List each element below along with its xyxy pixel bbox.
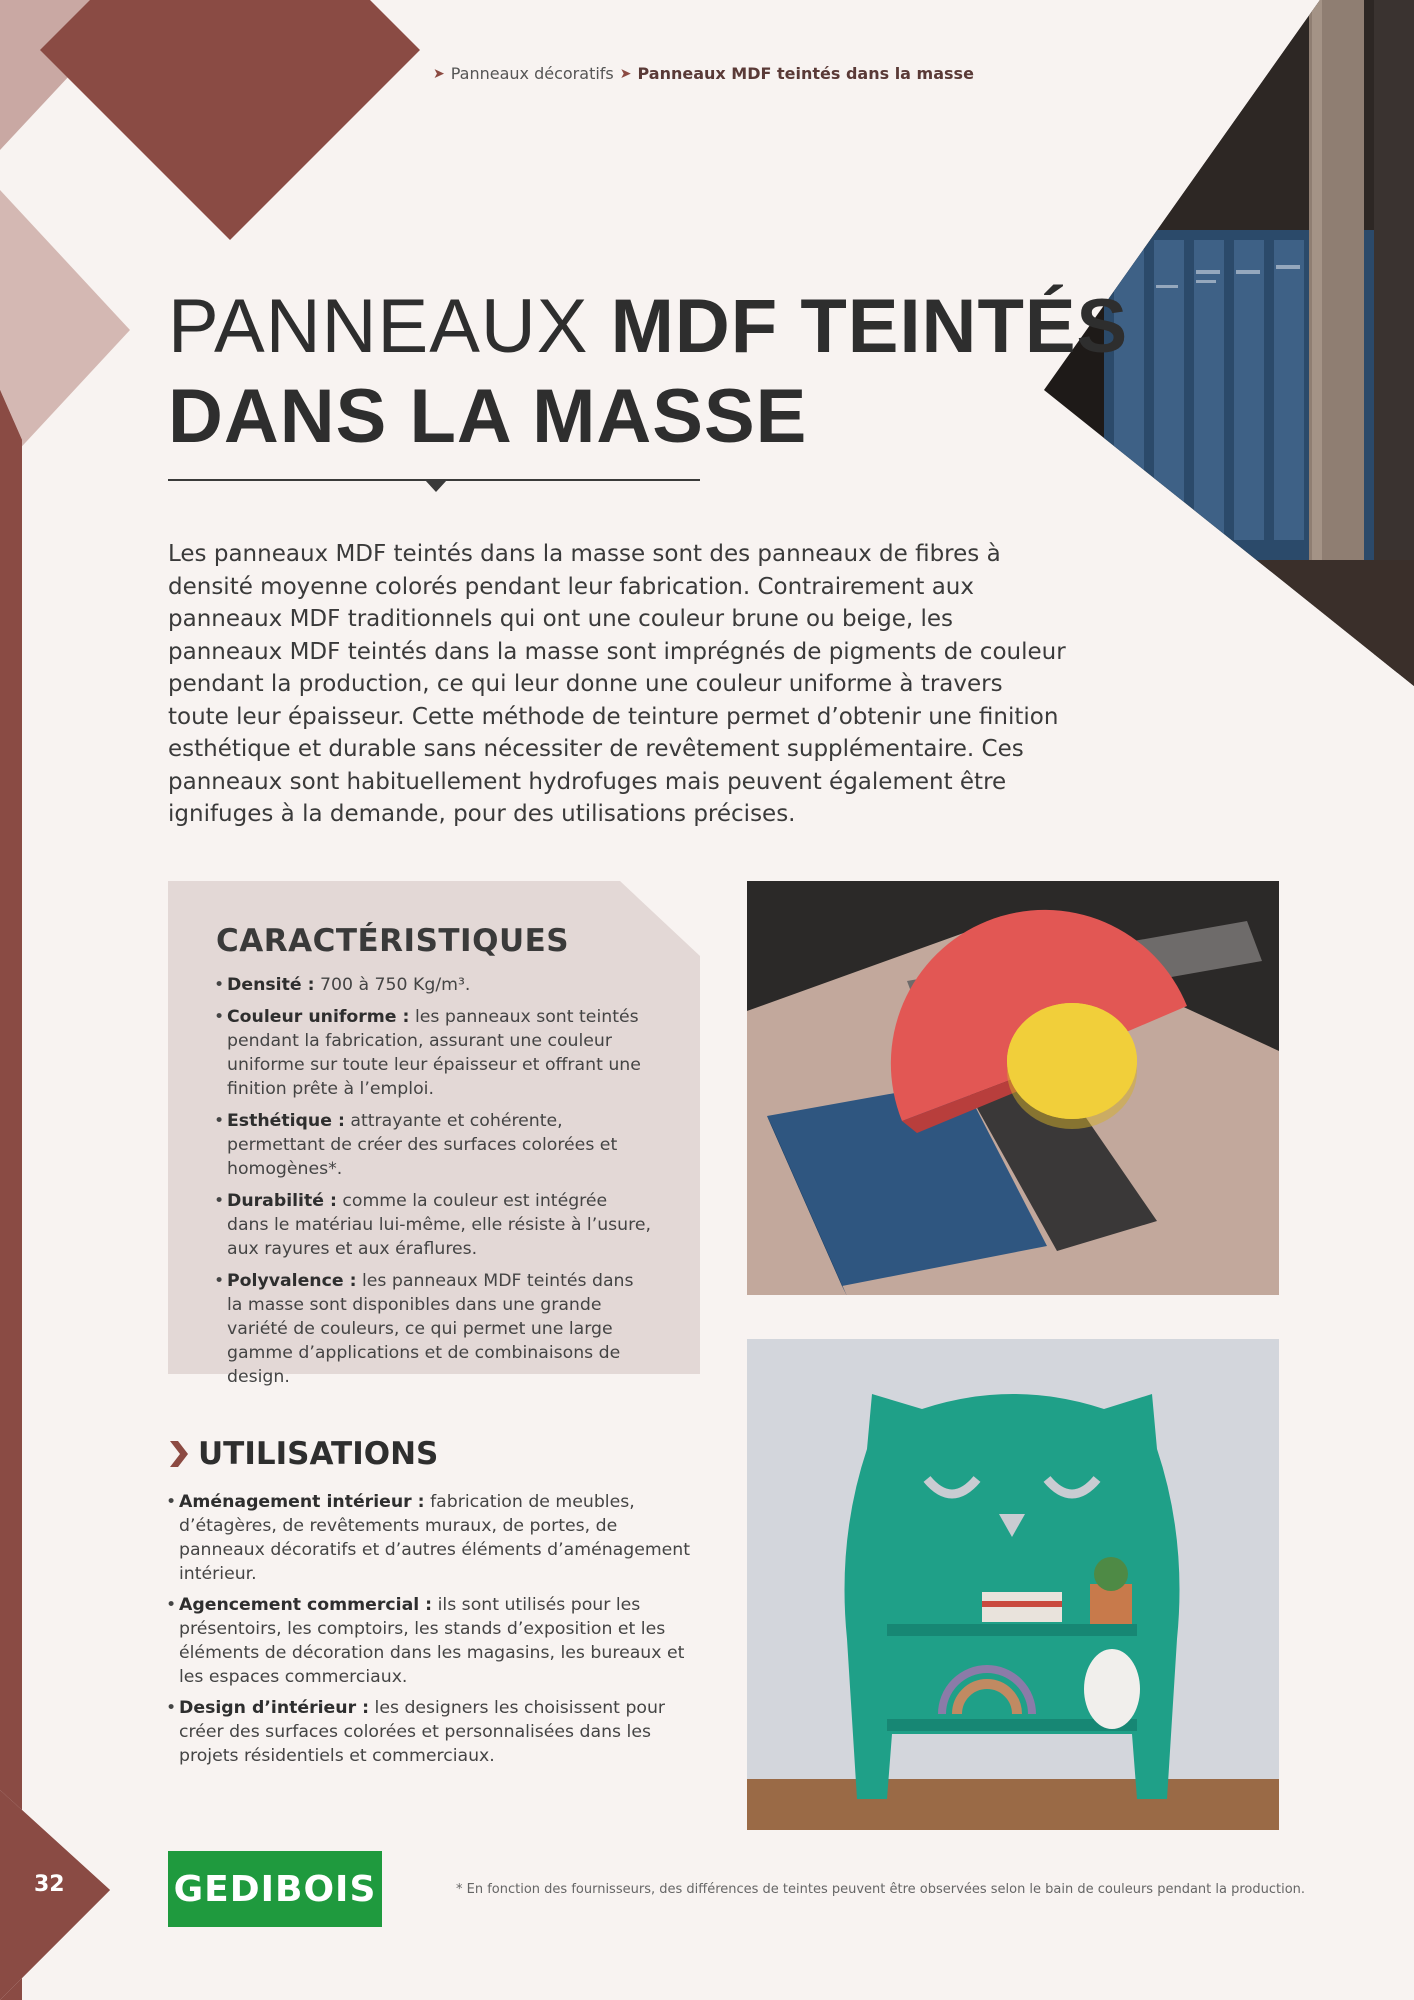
colored-mdf-shapes-photo (747, 881, 1279, 1295)
breadcrumb-parent[interactable]: Panneaux décoratifs (450, 64, 614, 83)
list-item: • Aménagement intérieur : fabrication de meubles, d’étagères, de revêtements muraux, de portes, de panneaux décoratifs et d’autres éléments d’aménagement intérieur. (164, 1490, 704, 1586)
list-item: • Densité : 700 à 750 Kg/m³. (214, 973, 654, 997)
breadcrumb-current: Panneaux MDF teintés dans la masse (637, 64, 974, 83)
title-light: PANNEAUX (168, 284, 611, 369)
page-number: 32 (34, 1872, 65, 1897)
utilisations-heading (168, 1436, 438, 1472)
gedibois-logo: GEDIBOIS (168, 1851, 382, 1927)
breadcrumb (433, 64, 974, 83)
list-item: • Design d’intérieur : les designers les choisissent pour créer des surfaces colorées et personnalisées dans les projets résidentiels et commerciaux. (164, 1696, 704, 1768)
list-item: • Durabilité : comme la couleur est intégrée dans le matériau lui-même, elle résiste à l’usure, aux rayures et aux éraflures. (214, 1189, 654, 1261)
list-item: • Couleur uniforme : les panneaux sont teintés pendant la fabrication, assurant une couleur uniforme sur toute leur épaisseur et offrant une finition prête à l’emploi. (214, 1005, 654, 1101)
title-bold-line1: MDF TEINTÉS (610, 284, 1129, 369)
intro-paragraph: Les panneaux MDF teintés dans la masse sont des panneaux de fibres à densité moyenne colorés pendant leur fabrication. Contrairement aux panneaux MDF traditionnels qui ont une couleur brune ou beige, les panneaux MDF teintés dans la masse sont imprégnés de pigments de couleur pendant la production, ce qui leur donne une couleur uniforme à travers toute leur épaisseur. Cette méthode de teinture permet d’obtenir une finition esthétique et durable sans nécessiter de revêtement supplémentaire. Ces panneaux sont habituellement hydrofuges mais peuvent également être ignifuges à la demande, pour des utilisations précises. (168, 541, 1066, 827)
page-title (168, 282, 1128, 462)
utilisations-list (164, 1490, 704, 1775)
caracteristiques-title: CARACTÉRISTIQUES (216, 923, 570, 959)
list-item: • Esthétique : attrayante et cohérente, permettant de créer des surfaces colorées et homogènes*. (214, 1109, 654, 1181)
owl-shelf-photo (747, 1339, 1279, 1830)
title-divider-notch (425, 480, 447, 492)
utilisations-title: UTILISATIONS (198, 1436, 439, 1472)
footnote: * En fonction des fournisseurs, des différences de teintes peuvent être observées selon le bain de couleurs pendant la production. (456, 1882, 1306, 1897)
title-line2: DANS LA MASSE (168, 374, 808, 459)
caracteristiques-list (214, 973, 654, 1397)
list-item: • Agencement commercial : ils sont utilisés pour les présentoirs, les comptoirs, les stands d’exposition et les éléments de décoration dans les magasins, les bureaux et les espaces commerciaux. (164, 1593, 704, 1689)
chevron-right-icon: ➤ (433, 65, 445, 82)
chevron-right-icon (168, 1439, 190, 1469)
list-item: • Polyvalence : les panneaux MDF teintés dans la masse sont disponibles dans une grande variété de couleurs, ce qui permet une large gamme d’applications et de combinaisons de design. (214, 1269, 654, 1389)
chevron-right-icon: ➤ (619, 65, 632, 82)
